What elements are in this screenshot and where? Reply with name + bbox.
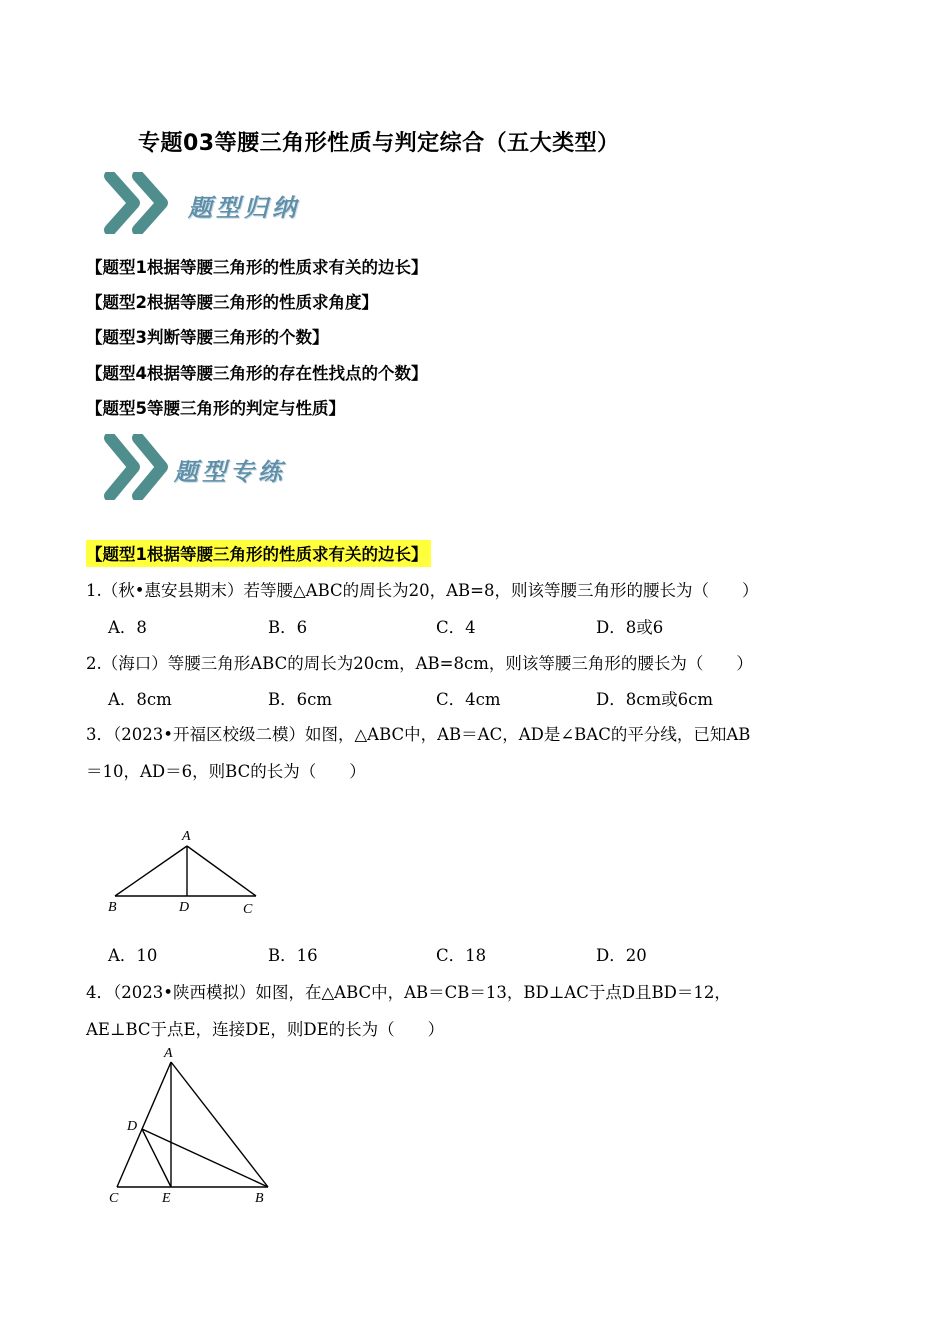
figure-label-d: D [127, 1119, 138, 1134]
question-3-option-c: C．18 [436, 946, 487, 965]
question-4-stem-line2: AE⊥BC于点E，连接DE，则DE的长为（ ） [86, 1020, 445, 1039]
question-3-triangle-figure [100, 822, 270, 922]
question-3-stem-line1: 3．（2023•开福区校级二模）如图，△ABC中，AB＝AC，AD是∠BAC的平分线，已知AB [86, 725, 751, 744]
toc-item-3: 【题型3判断等腰三角形的个数】 [86, 328, 329, 347]
question-2-option-b: B．6cm [268, 690, 333, 709]
figure-label-c: C [109, 1191, 119, 1206]
figure-label-b: B [108, 900, 117, 915]
question-1-option-d: D．8或6 [596, 618, 664, 637]
question-3-option-a: A．10 [108, 946, 158, 965]
question-4-stem-line1: 4．（2023•陕西模拟）如图，在△ABC中，AB＝CB＝13，BD⊥AC于点D且BD＝12， [86, 983, 731, 1002]
question-4-triangle-figure [100, 1042, 280, 1212]
page-title: 专题03等腰三角形性质与判定综合（五大类型） [138, 131, 620, 156]
toc-item-1: 【题型1根据等腰三角形的性质求有关的边长】 [86, 258, 428, 277]
figure-label-a: A [182, 829, 191, 844]
figure-label-a: A [164, 1046, 173, 1061]
question-1-option-b: B．6 [268, 618, 308, 637]
question-2-stem: 2.（海口）等腰三角形ABC的周长为20cm，AB=8cm，则该等腰三角形的腰长为（ ） [86, 654, 753, 673]
figure-label-b: B [255, 1191, 264, 1206]
section-banner-practice [104, 434, 174, 504]
toc-item-5: 【题型5等腰三角形的判定与性质】 [86, 399, 345, 418]
section-heading: 【题型1根据等腰三角形的性质求有关的边长】 [86, 540, 431, 567]
question-2-option-a: A．8cm [108, 690, 172, 709]
question-1-option-c: C．4 [436, 618, 476, 637]
figure-label-e: E [162, 1191, 171, 1206]
question-2-option-d: D．8cm或6cm [596, 690, 713, 709]
question-1-option-a: A．8 [108, 618, 147, 637]
double-chevron-icon [104, 172, 174, 234]
question-3-option-d: D．20 [596, 946, 647, 965]
toc-item-2: 【题型2根据等腰三角形的性质求角度】 [86, 293, 378, 312]
figure-label-c: C [243, 902, 253, 917]
toc-item-4: 【题型4根据等腰三角形的存在性找点的个数】 [86, 364, 428, 383]
double-chevron-icon [104, 434, 174, 500]
question-2-option-c: C．4cm [436, 690, 501, 709]
banner-label-practice: 题型专练 [174, 457, 286, 486]
question-1-stem: 1.（秋•惠安县期末）若等腰△ABC的周长为20，AB=8，则该等腰三角形的腰长为（ ） [86, 581, 759, 600]
question-3-stem-line2: ＝10，AD＝6，则BC的长为（ ） [86, 762, 366, 781]
section-banner-summary [104, 172, 174, 238]
banner-label-summary: 题型归纳 [188, 193, 300, 222]
question-3-option-b: B．16 [268, 946, 318, 965]
figure-label-d: D [179, 900, 190, 915]
